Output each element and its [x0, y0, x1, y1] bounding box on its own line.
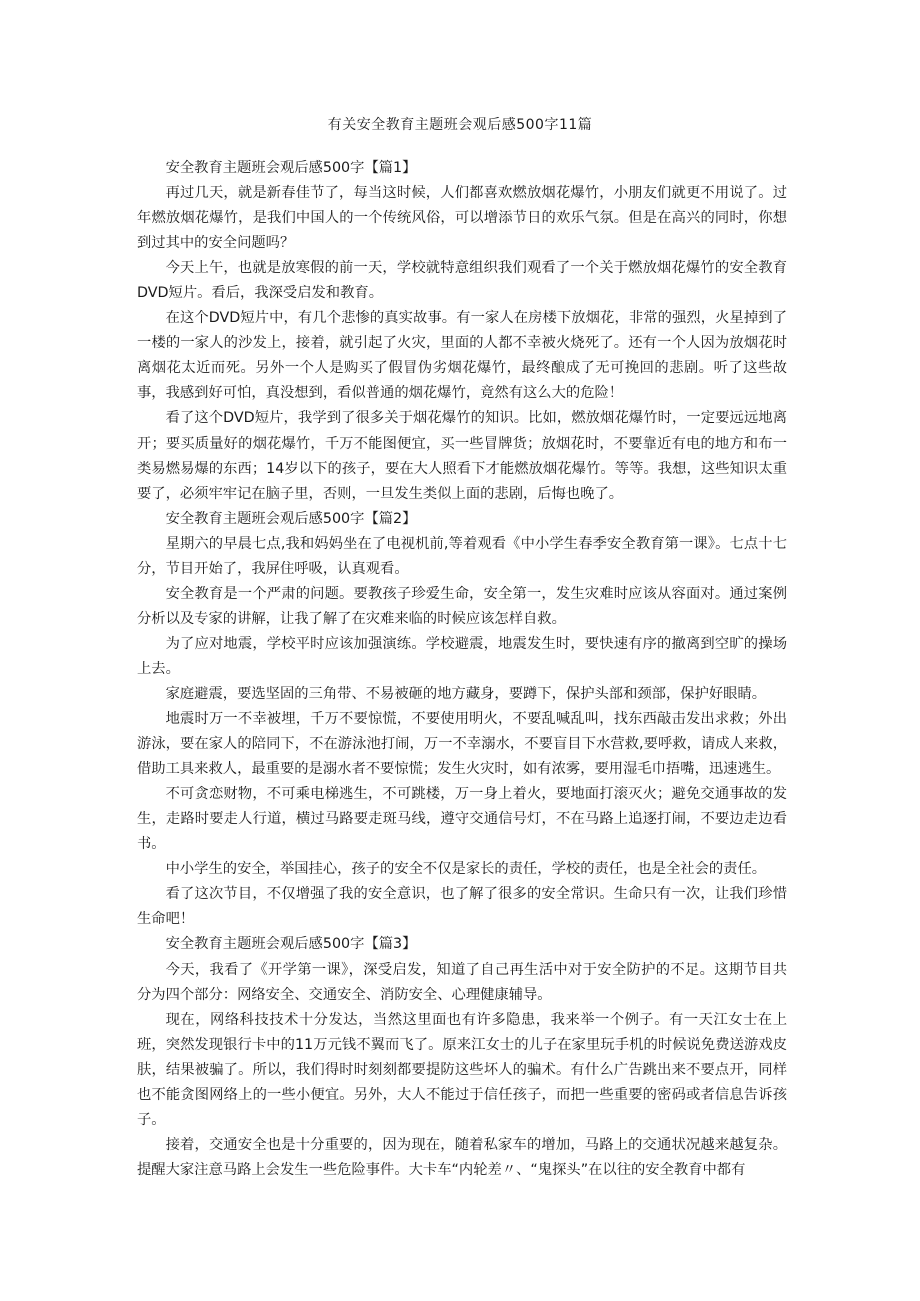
paragraph: 再过几天，就是新春佳节了，每当这时候，人们都喜欢燃放烟花爆竹，小朋友们就更不用说了。过年燃放烟花爆竹，是我们中国人的一个传统风俗，可以增添节日的欢乐气氛。但是在高兴的同时，你想到过其中的安全问题吗？	[137, 185, 787, 252]
paragraph: 中小学生的安全，举国挂心，孩子的安全不仅是家长的责任，学校的责任，也是全社会的责任。	[165, 861, 767, 878]
paragraph: 安全教育是一个严肃的问题。要教孩子珍爱生命，安全第一，发生灾难时应该从容面对。通过案例分析以及专家的讲解，让我了解了在灾难来临的时候应该怎样自救。	[137, 585, 787, 627]
section-heading-2: 安全教育主题班会观后感500字【篇2】	[165, 510, 417, 527]
paragraph: 看了这次节目，不仅增强了我的安全意识，也了解了很多的安全常识。生命只有一次，让我们珍惜生命吧！	[137, 886, 787, 928]
paragraph: 今天，我看了《开学第一课》，深受启发，知道了自己再生活中对于安全防护的不足。这期节目共分为四个部分：网络安全、交通安全、消防安全、心理健康辅导。	[137, 961, 787, 1003]
paragraph: 地震时万一不幸被埋，千万不要惊慌，不要使用明火，不要乱喊乱叫，找东西敲击发出求救；外出游泳，要在家人的陪同下，不在游泳池打闹，万一不幸溺水，不要盲目下水营救,要呼救，请成人来救，借助工具来救人，最重要的是溺水者不要惊慌；发生火灾时，如有浓雾，要用湿毛巾捂嘴，迅速逃生。	[137, 711, 787, 778]
paragraph: 接着，交通安全也是十分重要的，因为现在，随着私家车的增加，马路上的交通状况越来越复杂。提醒大家注意马路上会发生一些危险事件。大卡车“内轮差〃、“鬼探头”在以往的安全教育中都有	[137, 1136, 787, 1178]
paragraph: 今天上午，也就是放寒假的前一天，学校就特意组织我们观看了一个关于燃放烟花爆竹的安全教育DVD短片。看后，我深受启发和教育。	[137, 260, 787, 302]
section-heading-1: 安全教育主题班会观后感500字【篇1】	[165, 160, 417, 176]
paragraph: 在这个DVD短片中，有几个悲惨的真实故事。有一家人在房楼下放烟花，非常的强烈，火星掉到了一楼的一家人的沙发上，接着，就引起了火灾，里面的人都不幸被火烧死了。还有一个人因为放烟花时离烟花太近而死。另外一个人是购买了假冒伪劣烟花爆竹，最终酿成了无可挽回的悲剧。听了这些故事，我感到好可怕，真没想到，看似普通的烟花爆竹，竟然有这么大的危险！	[137, 310, 787, 402]
paragraph: 现在，网络科技技术十分发达，当然这里面也有许多隐患，我来举一个例子。有一天江女士在上班，突然发现银行卡中的11万元钱不翼而飞了。原来江女士的儿子在家里玩手机的时候说免费送游戏皮肤，结果被骗了。所以，我们得时时刻刻都要提防这些坏人的骗术。有什么广告跳出来不要点开，同样也不能贪图网络上的一些小便宜。另外，大人不能过于信任孩子，而把一些重要的密码或者信息告诉孩子。	[137, 1011, 787, 1128]
document-title: 有关安全教育主题班会观后感500字11篇	[327, 117, 593, 133]
paragraph: 家庭避震，要选坚固的三角带、不易被砸的地方藏身，要蹲下，保护头部和颈部，保护好眼睛。	[165, 685, 767, 702]
section-heading-3: 安全教育主题班会观后感500字【篇3】	[165, 936, 417, 953]
paragraph: 不可贪恋财物，不可乘电梯逃生，不可跳楼，万一身上着火，要地面打滚灭火；避免交通事故的发生，走路时要走人行道，横过马路要走斑马线，遵守交通信号灯，不在马路上追逐打闹，不要边走边看书。	[137, 786, 787, 853]
paragraph: 为了应对地震，学校平时应该加强演练。学校避震，地震发生时，要快速有序的撤离到空旷的操场上去。	[137, 635, 787, 677]
paragraph: 星期六的早晨七点,我和妈妈坐在了电视机前,等着观看《中小学生春季安全教育第一课》。七点十七分，节目开始了，我屏住呼吸，认真观看。	[137, 535, 787, 577]
document-body	[137, 156, 787, 1183]
paragraph: 看了这个DVD短片，我学到了很多关于烟花爆竹的知识。比如，燃放烟花爆竹时，一定要远远地离开；要买质量好的烟花爆竹，千万不能图便宜，买一些冒牌货；放烟花时，不要靠近有电的地方和布一类易燃易爆的东西；14岁以下的孩子，要在大人照看下才能燃放烟花爆竹。等等。我想，这些知识太重要了，必须牢牢记在脑子里，否则，一旦发生类似上面的悲剧，后悔也晚了。	[137, 410, 787, 502]
